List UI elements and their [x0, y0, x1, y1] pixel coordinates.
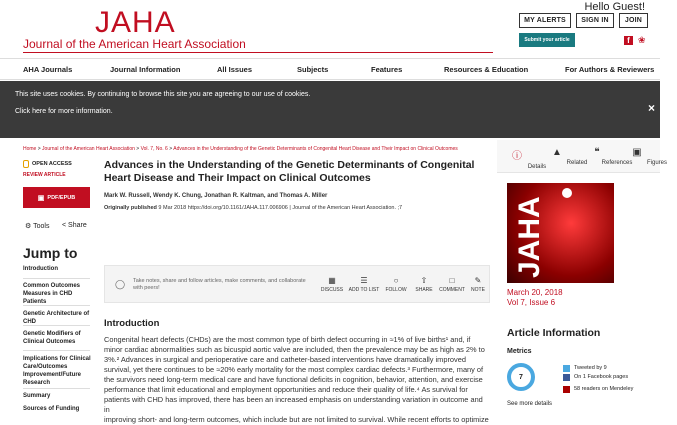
jump-genetic-architecture[interactable]: Genetic Architecture of CHD [23, 311, 90, 325]
jump-summary[interactable]: Summary [23, 393, 51, 399]
comment-button[interactable]: □ COMMENT [436, 276, 468, 293]
nav-journal-information[interactable]: Journal Information [110, 65, 181, 74]
tab-details[interactable]: ⓘ Details [497, 147, 537, 164]
twitter-color-box [563, 365, 570, 372]
jump-outcomes[interactable]: Common Outcomes Measures in CHD Patients [23, 283, 81, 305]
notes-text: Take notes, share and follow articles, make comments, and collaborate with peers! [133, 278, 306, 291]
intro-paragraph: Congenital heart defects (CHDs) are the most common type of birth defect occurring in ≈1% of live births¹ and, if minor cardiac abnormalities such as bicuspid aortic valve are included, then the prevalence may be as high as 2% to 3%.² Advances in surgical and perioperative care and catheter-based interventions have dramatically improved survival, yet there continues to be ≈20% early mortality for the most complex cardiac defects.³ Furthermore, many of the survivors need long-term medical care and have functional deficits in cognition, behavior, attention, and exercise performance that limit educational and employment opportunities and reduce their quality of life.⁴ As survival for patients with CHD has improved, there has been an increased emphasis on understanding variation in outcome and in improving short- and long-term outcomes, which include but are not limited to survival. While recent efforts to optimize [104, 335, 489, 424]
references-icon: ❝ [594, 147, 600, 158]
twitter-icon[interactable]: ❀ [638, 35, 646, 45]
discuss-icon: ▦ [328, 276, 336, 285]
jump-divider-5 [23, 388, 90, 389]
tab-references[interactable]: ❝ References [577, 147, 617, 160]
altmetric-badge[interactable] [507, 363, 535, 391]
main-nav [0, 58, 660, 80]
jump-genetic-modifiers[interactable]: Genetic Modifiers of Clinical Outcomes [23, 331, 81, 345]
nav-features[interactable]: Features [371, 65, 403, 74]
gear-icon: ⚙ [25, 223, 32, 230]
share-tool-button[interactable]: ⇧ SHARE [410, 276, 438, 293]
breadcrumb-home[interactable]: Home [23, 146, 37, 152]
cover-title: JAHA [513, 196, 546, 278]
nav-resources-education[interactable]: Resources & Education [444, 65, 529, 74]
issue-date: March 20, 2018 [507, 288, 563, 297]
jaha-logo[interactable]: JAHA [95, 6, 176, 39]
publication-info: Originally published 9 Mar 2018 https://doi.org/10.1161/JAHA.117.006906 | Journal of the American Heart Association. ;7 [104, 205, 403, 211]
nav-aha-journals[interactable]: AHA Journals [23, 65, 73, 74]
breadcrumb: Home > Journal of the American Heart Association > Vol. 7, No. 6 > Advances in the Understanding of the Genetic Determinants of Congenital Heart Disease and Their Impact on Clinical Outcomes [23, 146, 458, 152]
cookie-more-info-link[interactable]: Click here for more information. [15, 108, 113, 115]
jump-implications[interactable]: Implications for Clinical Care/Outcomes Improvement/Future Research [23, 356, 91, 386]
figures-icon: ▣ [632, 147, 642, 158]
article-authors[interactable]: Mark W. Russell, Wendy K. Chung, Jonathan R. Kaltman, and Thomas A. Miller [104, 193, 328, 199]
cookie-close-icon[interactable]: × [648, 101, 656, 115]
cover-seal-icon [562, 188, 572, 198]
share-icon: < [62, 222, 67, 229]
header-divider [23, 52, 493, 53]
intro-heading: Introduction [104, 318, 160, 329]
facebook-color-box [563, 374, 570, 381]
open-access-label: OPEN ACCESS [32, 161, 72, 167]
cookie-banner [0, 81, 660, 138]
altmetric-score: 7 [519, 373, 523, 381]
lightbulb-icon: ◯ [115, 279, 126, 289]
jump-divider-1 [23, 278, 90, 279]
note-button[interactable]: ✎ NOTE [464, 276, 492, 293]
mendeley-color-box [563, 386, 570, 393]
nav-for-authors-reviewers[interactable]: For Authors & Reviewers [565, 65, 655, 74]
follow-button[interactable]: ○ FOLLOW [382, 276, 410, 293]
jump-introduction[interactable]: Introduction [23, 266, 58, 272]
notes-bar [104, 265, 490, 303]
doi-link[interactable]: https://doi.org/10.1161/JAHA.117.006906 [187, 205, 288, 211]
jump-divider-4 [23, 350, 90, 351]
breadcrumb-volume[interactable]: Vol. 7, No. 6 [140, 146, 168, 152]
facebook-icon[interactable]: f [624, 36, 633, 45]
sign-in-button[interactable]: SIGN IN [576, 13, 614, 28]
journal-subtitle: Journal of the American Heart Association [23, 37, 246, 51]
journal-cover[interactable] [507, 183, 614, 283]
submit-article-button[interactable]: Submit your article [519, 33, 575, 47]
cookie-message: This site uses cookies. By continuing to browse this site you are agreeing to our use of cookies. [15, 91, 311, 98]
facebook-count: On 1 Facebook pages [574, 374, 629, 380]
tweeted-count: Tweeted by 9 [574, 365, 607, 371]
my-alerts-button[interactable]: MY ALERTS [519, 13, 571, 28]
list-icon: ☰ [360, 276, 368, 285]
share-button[interactable]: < Share [62, 222, 87, 229]
jump-sources-funding[interactable]: Sources of Funding [23, 406, 80, 412]
tab-figures[interactable]: ▣ Figures [617, 147, 657, 160]
comment-icon: □ [449, 276, 455, 285]
related-icon: ▲ [552, 147, 562, 158]
nav-all-issues[interactable]: All Issues [217, 65, 253, 74]
article-title: Advances in the Understanding of the Genetic Determinants of Congenital Heart Disease and Their Impact on Clinical Outcomes [104, 159, 475, 184]
note-icon: ✎ [474, 276, 482, 285]
breadcrumb-article[interactable]: Advances in the Understanding of the Genetic Determinants of Congenital Heart Disease and Their Impact on Clinical Outcomes [173, 146, 458, 152]
join-button[interactable]: JOIN [619, 13, 648, 28]
details-icon: ⓘ [512, 151, 522, 162]
tab-related[interactable]: ▲ Related [537, 147, 577, 160]
tools-button[interactable]: ⚙ Tools [25, 223, 50, 230]
add-to-list-button[interactable]: ☰ ADD TO LIST [348, 276, 380, 293]
metrics-heading: Metrics [507, 348, 532, 355]
breadcrumb-journal[interactable]: Journal of the American Heart Association [42, 146, 135, 152]
jump-divider-3 [23, 325, 90, 326]
share-tool-icon: ⇧ [420, 276, 428, 285]
see-more-details-link[interactable]: See more details [507, 401, 553, 407]
review-article-label: REVIEW ARTICLE [23, 172, 66, 178]
article-information-heading: Article Information [507, 327, 601, 339]
jump-divider-2 [23, 305, 90, 306]
follow-icon: ○ [393, 276, 399, 285]
mendeley-count: 58 readers on Mendeley [574, 386, 634, 392]
discuss-button[interactable]: ▦ DISCUSS [318, 276, 346, 293]
greeting: Hello Guest! [584, 1, 645, 13]
pdf-epub-button[interactable]: ▣ PDF/EPUB [23, 187, 90, 208]
issue-volume: Vol 7, Issue 6 [507, 298, 556, 307]
jump-to-heading: Jump to [23, 245, 78, 261]
open-access-icon [23, 160, 29, 168]
pdf-icon: ▣ [37, 194, 45, 202]
nav-subjects[interactable]: Subjects [297, 65, 329, 74]
